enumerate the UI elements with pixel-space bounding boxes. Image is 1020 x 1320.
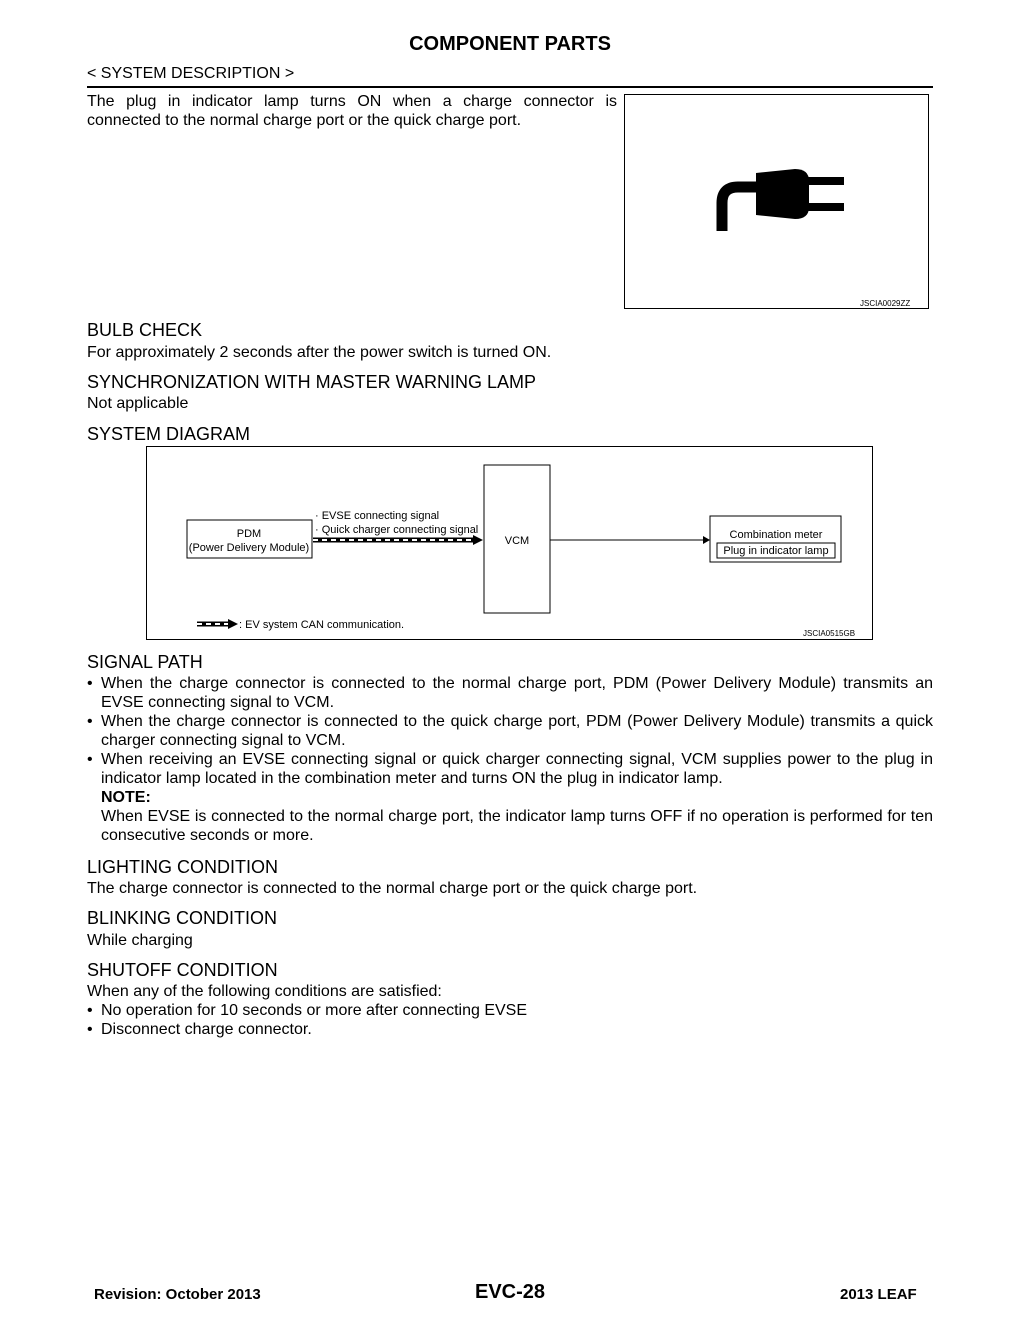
blinking-text: While charging: [87, 932, 193, 949]
sync-heading: SYNCHRONIZATION WITH MASTER WARNING LAMP: [87, 372, 537, 392]
footer-revision: Revision: October 2013: [94, 1286, 261, 1303]
quick-signal-label: · Quick charger connecting signal: [315, 524, 479, 536]
plug-figure: [624, 94, 929, 309]
note-label: NOTE:: [101, 789, 151, 806]
list-item: [87, 674, 933, 712]
bulb-check-heading: BULB CHECK: [87, 320, 203, 340]
plug-icon: [625, 95, 927, 307]
system-diagram-heading: SYSTEM DIAGRAM: [87, 424, 251, 444]
figure-code: JSCIA0029ZZ: [860, 299, 911, 308]
shutoff-heading: SHUTOFF CONDITION: [87, 960, 278, 980]
pdm-label: PDM: [236, 528, 262, 540]
footer-page-number: EVC-28: [474, 1281, 546, 1303]
evse-signal-label: · EVSE connecting signal: [315, 510, 440, 522]
bullet-mark: •: [87, 1002, 93, 1019]
diagram-code: JSCIA0515GB: [803, 629, 856, 638]
indicator-lamp-label: Plug in indicator lamp: [723, 545, 829, 557]
shutoff-list: [87, 1001, 933, 1039]
list-item-text: When receiving an EVSE connecting signal or quick charger connecting signal, VCM supplies power to the plug in indicator lamp located in the combination meter and turns ON the plug in indicator lamp.: [101, 751, 933, 787]
header-rule: [87, 86, 933, 88]
intro-paragraph: The plug in indicator lamp turns ON when a charge connector is connected to the normal charge port or the quick charge port.: [87, 93, 617, 129]
list-item: [87, 712, 933, 750]
legend-arrowhead: [228, 619, 238, 629]
signal-path-heading: SIGNAL PATH: [87, 652, 203, 672]
combination-meter-label: Combination meter: [729, 529, 823, 541]
system-diagram: [146, 446, 873, 640]
lighting-text: The charge connector is connected to the normal charge port or the quick charge port.: [87, 880, 698, 897]
bullet-mark: •: [87, 713, 93, 730]
bulb-check-text: For approximately 2 seconds after the power switch is turned ON.: [87, 344, 552, 361]
breadcrumb: < SYSTEM DESCRIPTION >: [87, 65, 295, 82]
note: [87, 788, 933, 845]
can-arrowhead: [473, 535, 483, 545]
blinking-heading: BLINKING CONDITION: [87, 908, 278, 928]
pdm-sublabel: (Power Delivery Module): [188, 542, 310, 554]
sync-text: Not applicable: [87, 395, 189, 412]
footer-model: 2013 LEAF: [840, 1286, 917, 1303]
page-title: COMPONENT PARTS: [409, 33, 611, 55]
list-item-text: Disconnect charge connector.: [101, 1021, 312, 1038]
legend-label: : EV system CAN communication.: [239, 619, 405, 631]
list-item: [87, 1001, 933, 1020]
bullet-mark: •: [87, 675, 93, 692]
signal-path-list: [87, 674, 933, 845]
list-item-text: When the charge connector is connected to the normal charge port, PDM (Power Delivery Module) transmits an EVSE connecting signal to VCM.: [101, 675, 933, 711]
shutoff-text: When any of the following conditions are satisfied:: [87, 983, 442, 1000]
note-text: When EVSE is connected to the normal charge port, the indicator lamp turns OFF if no operation is performed for ten consecutive seconds or more.: [101, 808, 933, 844]
list-item: [87, 750, 933, 788]
bullet-mark: •: [87, 1021, 93, 1038]
meter-arrowhead: [703, 536, 710, 544]
vcm-label: VCM: [504, 535, 530, 547]
system-diagram-canvas: [147, 447, 871, 638]
list-item-text: No operation for 10 seconds or more after connecting EVSE: [101, 1002, 528, 1019]
list-item-text: When the charge connector is connected to the quick charge port, PDM (Power Delivery Module) transmits a quick charger connecting signal to VCM.: [101, 713, 933, 749]
lighting-heading: LIGHTING CONDITION: [87, 857, 279, 877]
bullet-mark: •: [87, 751, 93, 768]
list-item: [87, 1020, 933, 1039]
